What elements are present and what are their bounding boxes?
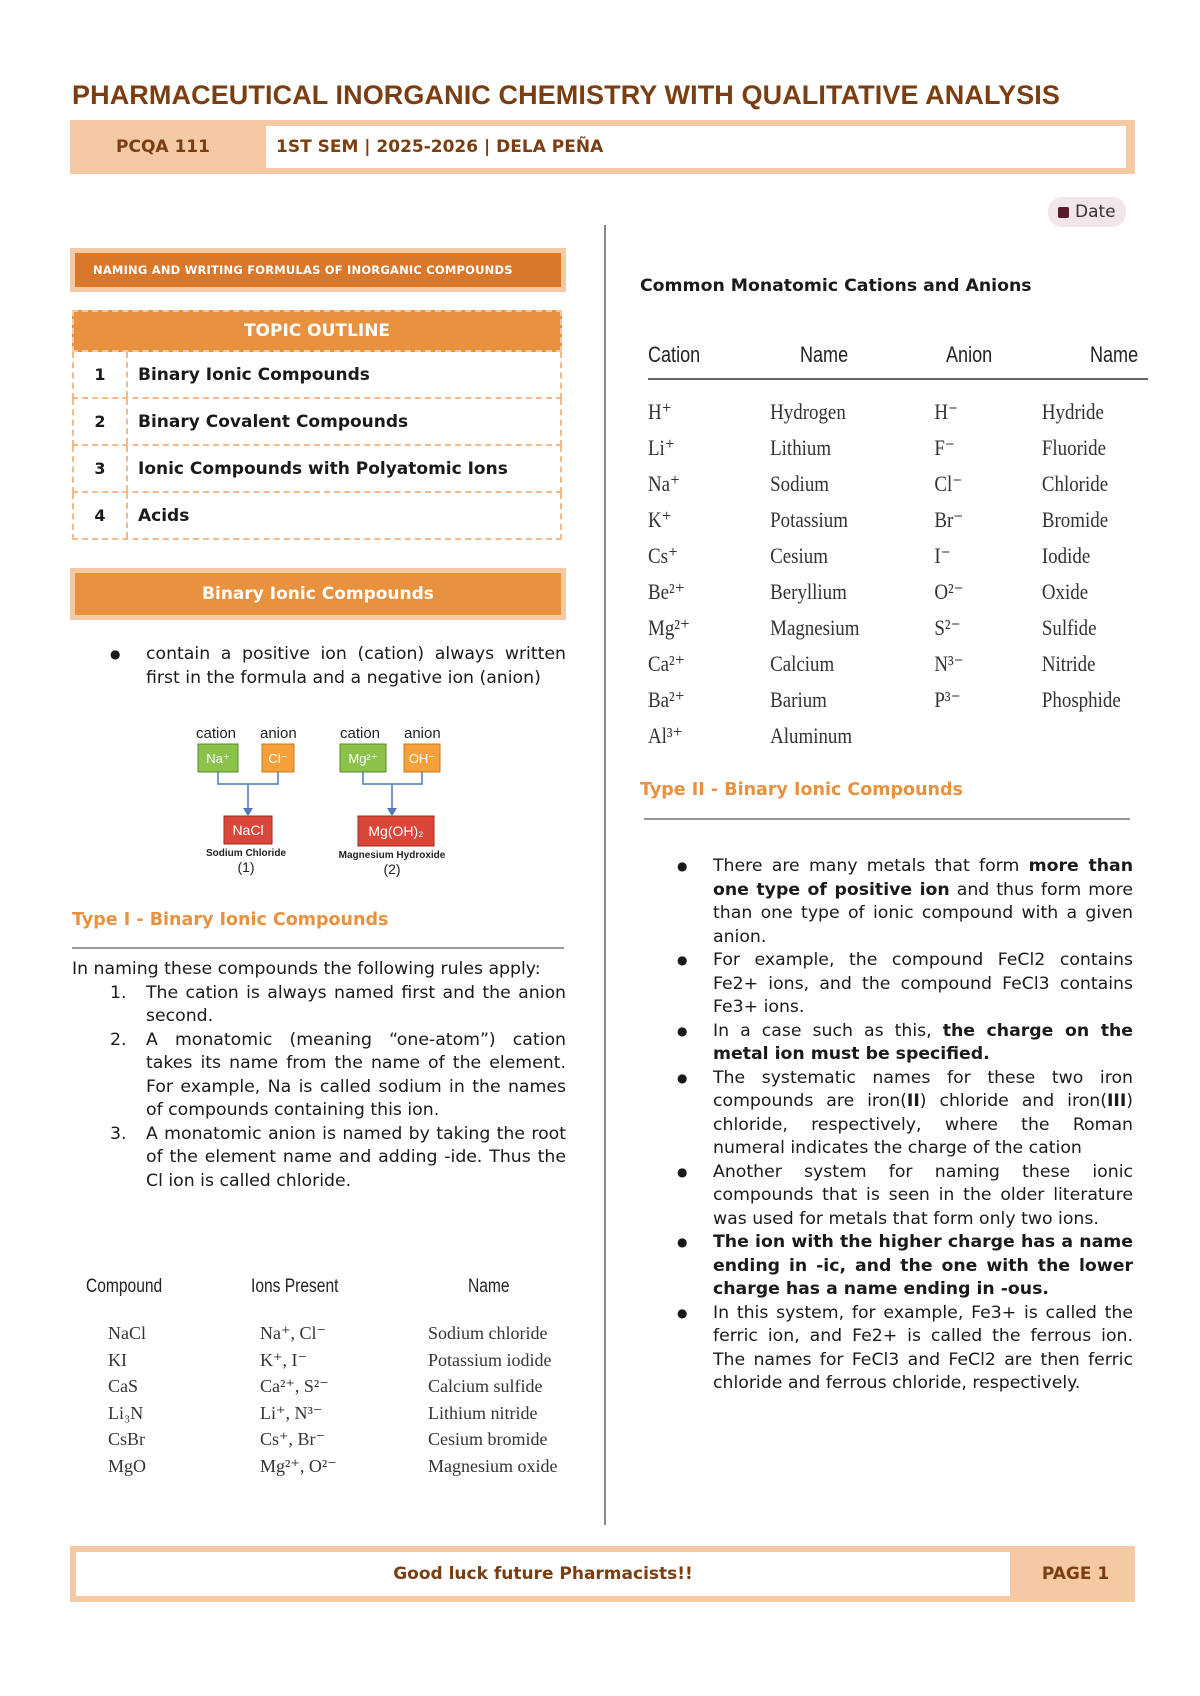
diagram-ex2-name: Magnesium Hydroxide xyxy=(338,850,446,861)
table-row xyxy=(648,430,1147,466)
type2-rule xyxy=(644,818,1130,820)
cation-name-cell: Cesium xyxy=(770,543,828,568)
type2-bullet xyxy=(713,855,1133,949)
name-cell: Potassium iodide xyxy=(428,1349,552,1370)
ions-table-rule xyxy=(648,378,1148,380)
ions-cell: Na⁺, Cl⁻ xyxy=(260,1323,326,1343)
rules-block xyxy=(72,958,566,1193)
topic-outline-title: TOPIC OUTLINE xyxy=(72,310,562,352)
rule-number: 2. xyxy=(110,1029,127,1050)
anion-name-cell: Iodide xyxy=(1041,543,1091,568)
footer-message: Good luck future Pharmacists!! xyxy=(76,1552,1010,1596)
date-label: Date xyxy=(1075,202,1116,222)
outline-number: 2 xyxy=(74,399,128,444)
anion-cell: N³⁻ xyxy=(934,651,964,676)
cation-cell: Mg²⁺ xyxy=(648,615,690,640)
section-banner-title: NAMING AND WRITING FORMULAS OF INORGANIC COMPOUNDS xyxy=(75,253,561,287)
outline-label: Binary Ionic Compounds xyxy=(138,364,370,385)
rules-intro: In naming these compounds the following rules apply: xyxy=(72,959,541,979)
cation-name-cell: Lithium xyxy=(770,435,832,460)
compound-cell: CsBr xyxy=(108,1429,146,1449)
anion-cell: Br⁻ xyxy=(934,507,964,532)
cation-name-cell: Hydrogen xyxy=(770,399,846,424)
diagram-ex1-number: (1) xyxy=(237,859,255,875)
anion-name-cell: Fluoride xyxy=(1041,435,1107,460)
table-row xyxy=(648,682,1147,718)
bullet-emphasis: The ion with the higher charge has a name ending in -ic, and the one with the lower charge has a name ending in -ous. xyxy=(713,1232,1133,1299)
compound-table xyxy=(86,1276,576,1479)
type2-heading: Type II - Binary Ionic Compounds xyxy=(640,780,963,800)
rule-number: 1. xyxy=(110,982,127,1003)
cation-cell: Na⁺ xyxy=(648,471,681,496)
table-row xyxy=(86,1426,576,1453)
type2-bullet xyxy=(713,1231,1133,1302)
diagram-ex1-anion: Cl⁻ xyxy=(268,751,288,766)
table-row xyxy=(648,394,1147,430)
diagram-anion-label-2: anion xyxy=(404,725,441,742)
table-row xyxy=(648,538,1147,574)
type2-bullets xyxy=(713,855,1133,1396)
compound-cell: NaCl xyxy=(108,1323,146,1343)
cation-name-cell: Aluminum xyxy=(770,723,853,748)
date-chip[interactable] xyxy=(1048,197,1126,227)
outline-label: Acids xyxy=(138,505,190,526)
cation-name-cell: Calcium xyxy=(770,651,835,676)
anion-cell: H⁻ xyxy=(934,399,959,424)
anion-cell: I⁻ xyxy=(934,543,951,568)
course-code: PCQA 111 xyxy=(116,137,210,157)
outline-label: Ionic Compounds with Polyatomic Ions xyxy=(138,458,508,479)
diagram-cation-label: cation xyxy=(196,725,237,742)
ions-heading: Common Monatomic Cations and Anions xyxy=(640,276,1032,296)
ions-cell: Li⁺, N³⁻ xyxy=(260,1402,323,1423)
outline-number: 1 xyxy=(74,352,128,397)
cation-name-cell: Magnesium xyxy=(770,615,860,640)
diagram-ex2-product: Mg(OH)₂ xyxy=(368,823,424,839)
anion-name-cell: Oxide xyxy=(1041,579,1089,604)
diagram-ex1-arrowhead xyxy=(243,808,253,816)
rule-number: 3. xyxy=(110,1123,127,1144)
anion-cell: Cl⁻ xyxy=(934,471,963,496)
diagram-ex1-connector xyxy=(218,772,278,810)
topic-outline xyxy=(72,310,562,540)
rule-text: A monatomic anion is named by taking the root of the element name and adding -ide. Thus the Cl ion is called chloride. xyxy=(146,1123,566,1191)
diagram-ex2-number: (2) xyxy=(383,861,401,877)
outline-label: Binary Covalent Compounds xyxy=(138,411,409,432)
table-row xyxy=(86,1453,576,1480)
diagram-ex2-connector xyxy=(363,772,422,810)
cation-name-cell: Barium xyxy=(770,687,827,712)
diagram-ex1-product: NaCl xyxy=(232,822,264,838)
type2-bullet xyxy=(713,1067,1133,1161)
cation-cell: Ca²⁺ xyxy=(648,651,685,676)
diagram-ex2-arrowhead xyxy=(387,808,397,816)
bullet-text: ) chloride, respectively, where the Roman numeral indicates the charge of the cation xyxy=(713,1091,1133,1158)
cation-name-cell: Beryllium xyxy=(770,579,847,604)
compound-cell: KI xyxy=(108,1349,127,1370)
outline-row xyxy=(72,446,562,493)
outline-number: 4 xyxy=(74,493,128,538)
table-row xyxy=(86,1373,576,1400)
type2-bullet xyxy=(713,1020,1133,1067)
name-cell: Calcium sulfide xyxy=(428,1376,543,1396)
table-row xyxy=(648,610,1147,646)
anion-name-cell: Chloride xyxy=(1041,471,1109,496)
table-row xyxy=(648,574,1147,610)
cation-cell: Ba²⁺ xyxy=(648,687,685,712)
bullet-emphasis: the charge on the metal ion must be specified. xyxy=(713,1020,1133,1064)
table-row xyxy=(86,1320,576,1347)
rule-item xyxy=(110,982,566,1029)
header-bar xyxy=(70,120,1135,174)
ions-table-header: Name xyxy=(800,342,849,367)
diagram-cation-label-2: cation xyxy=(340,725,381,742)
compound-table-header: Ions Present xyxy=(251,1276,339,1297)
compound-cell: CaS xyxy=(108,1376,139,1396)
page-number: PAGE 1 xyxy=(1041,1564,1110,1584)
table-row xyxy=(648,466,1147,502)
diagram-ex2-cation: Mg²⁺ xyxy=(348,751,378,766)
anion-name-cell: Nitride xyxy=(1041,651,1096,676)
roman-numeral: III xyxy=(1106,1091,1127,1111)
cation-name-cell: Sodium xyxy=(770,471,830,496)
table-row xyxy=(648,502,1147,538)
outline-number: 3 xyxy=(74,446,128,491)
bullet-emphasis: more than one type of positive ion xyxy=(713,856,1134,900)
compound-cell: Li₃N xyxy=(108,1402,144,1423)
cation-cell: Be²⁺ xyxy=(648,579,685,604)
bullet-text: In a case such as this, xyxy=(713,1020,943,1041)
column-divider xyxy=(604,225,606,1525)
document-title: PHARMACEUTICAL INORGANIC CHEMISTRY WITH QUALITATIVE ANALYSIS xyxy=(72,80,1061,110)
compound-table-header: Name xyxy=(468,1276,510,1297)
rule-item xyxy=(110,1029,566,1123)
outline-row xyxy=(72,352,562,399)
compound-cell: MgO xyxy=(108,1455,147,1476)
ions-table-header: Name xyxy=(1090,342,1139,367)
ions-cell: Cs⁺, Br⁻ xyxy=(260,1429,326,1449)
cation-cell: Al³⁺ xyxy=(648,723,683,748)
anion-cell: S²⁻ xyxy=(934,615,961,640)
type2-bullet: ● In this system, for example, Fe3+ is called the ferric ion, and Fe2+ is called the ferrous ion. The names for FeCl3 and FeCl2 are then ferric chloride and ferrous chloride, respectively. xyxy=(713,1302,1133,1396)
compound-table-header: Compound xyxy=(86,1276,163,1297)
table-row xyxy=(648,646,1147,682)
ions-table-header: Cation xyxy=(648,342,701,367)
outline-row xyxy=(72,493,562,540)
diagram-ex2-anion: OH⁻ xyxy=(408,751,436,766)
name-cell: Magnesium oxide xyxy=(428,1455,558,1476)
anion-cell: F⁻ xyxy=(934,435,955,460)
bullet-text: and thus form more than one type of ionic compound with a given anion. xyxy=(713,879,1133,947)
type1-rule xyxy=(72,947,564,949)
anion-name-cell: Sulfide xyxy=(1041,615,1097,640)
anion-cell: P³⁻ xyxy=(934,687,961,712)
diagram-ex1-name: Sodium Chloride xyxy=(206,848,286,859)
ions-cell: Mg²⁺, O²⁻ xyxy=(260,1455,337,1476)
diagram-anion-label: anion xyxy=(260,725,297,742)
ions-cell: K⁺, I⁻ xyxy=(260,1349,307,1370)
type1-heading: Type I - Binary Ionic Compounds xyxy=(72,910,389,930)
section-banner xyxy=(70,248,566,292)
name-cell: Sodium chloride xyxy=(428,1323,548,1343)
bullet-text: There are many metals that form xyxy=(713,856,1029,876)
anion-cell: O²⁻ xyxy=(934,579,964,604)
course-info: 1ST SEM | 2025-2026 | DELA PEÑA xyxy=(266,126,1126,168)
ions-table xyxy=(648,342,1152,754)
anion-name-cell: Bromide xyxy=(1041,507,1109,532)
roman-numeral: II xyxy=(906,1091,920,1111)
calendar-icon xyxy=(1058,207,1069,218)
cation-cell: Cs⁺ xyxy=(648,543,678,568)
binary-ionic-banner-title: Binary Ionic Compounds xyxy=(75,573,561,615)
rule-text: A monatomic (meaning “one-atom”) cation takes its name from the name of the element. For example, Na is called sodium in the names of compounds containing this ion. xyxy=(146,1029,566,1120)
rule-text: The cation is always named first and the anion second. xyxy=(146,982,566,1026)
table-row xyxy=(86,1400,576,1427)
name-cell: Lithium nitride xyxy=(428,1402,538,1423)
footer xyxy=(70,1546,1135,1602)
rule-item xyxy=(110,1123,566,1194)
bullet-text: The systematic names for these two iron compounds are iron( xyxy=(713,1067,1133,1111)
bullet-text: ) chloride and iron( xyxy=(919,1091,1107,1111)
name-cell: Cesium bromide xyxy=(428,1429,548,1449)
intro-bullet: ● contain a positive ion (cation) always written first in the formula and a negative ion (anion) xyxy=(146,643,566,690)
table-row xyxy=(86,1347,576,1374)
cation-cell: K⁺ xyxy=(648,507,672,532)
diagram-ex1-cation: Na⁺ xyxy=(206,751,230,766)
ionic-formula-diagram xyxy=(190,720,470,880)
cation-cell: H⁺ xyxy=(648,399,672,424)
table-row xyxy=(648,718,1147,754)
type2-bullet: ● Another system for naming these ionic compounds that is seen in the older literature was used for metals that form only two ions. xyxy=(713,1161,1133,1232)
ions-table-header: Anion xyxy=(946,342,993,367)
cation-cell: Li⁺ xyxy=(648,435,675,460)
type2-bullet: ● For example, the compound FeCl2 contains Fe2+ ions, and the compound FeCl3 contains Fe3+ ions. xyxy=(713,949,1133,1020)
anion-name-cell: Phosphide xyxy=(1041,687,1121,712)
ions-cell: Ca²⁺, S²⁻ xyxy=(260,1376,329,1396)
intro-bullet-block xyxy=(146,643,566,690)
binary-ionic-banner xyxy=(70,568,566,620)
anion-name-cell: Hydride xyxy=(1041,399,1104,424)
outline-row xyxy=(72,399,562,446)
cation-name-cell: Potassium xyxy=(770,507,848,532)
